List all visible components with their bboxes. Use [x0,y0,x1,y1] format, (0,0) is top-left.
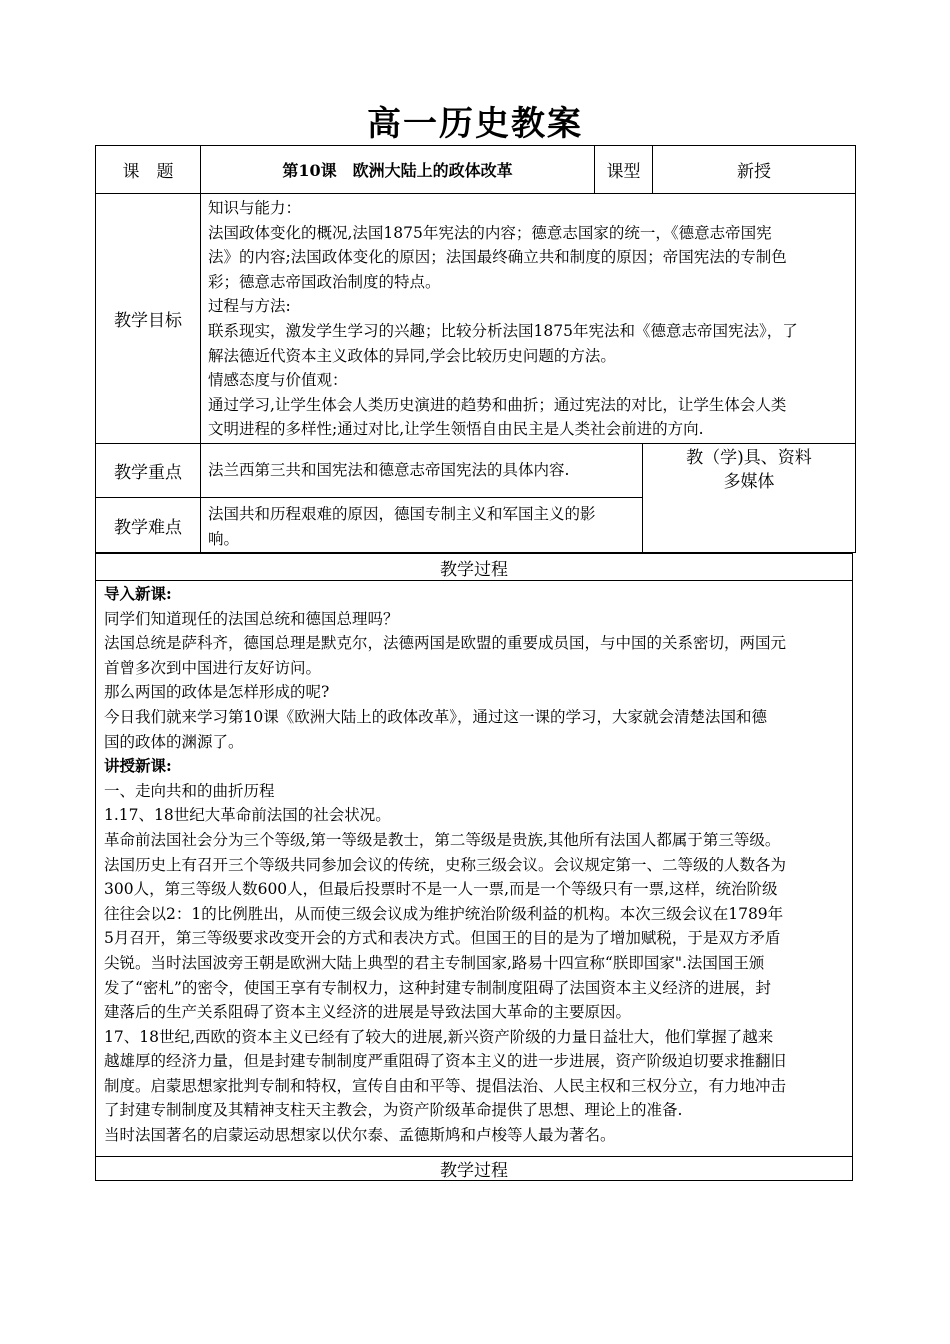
key-points-line: 法兰西第三共和国宪法和德意志帝国宪法的具体内容. [208,461,570,479]
process-line: 发了“密札”的密令，使国王享有专制权力，这种封建专制制度阻碍了法国资本主义经济的进展，封 [104,978,771,997]
process-line: 法国总统是萨科齐，德国总理是默克尔，法德两国是欧盟的重要成员国，与中国的关系密切，两国元 [104,634,787,653]
process-line: 同学们知道现任的法国总统和德国总理吗？ [104,609,399,628]
tools-content [643,446,855,494]
process-line: 国的政体的渊源了。 [104,732,244,751]
process-line: 那么两国的政体是怎样形成的呢? [104,683,330,702]
col-divider [200,145,201,553]
difficult-points-content [208,502,638,551]
process-line: 越雄厚的经济力量，但是封建专制制度严重阻碍了资本主义的进一步进展，资产阶级迫切要求推翻旧 [104,1052,787,1071]
process-line: 往往会以2：1的比例胜出，从而使三级会议成为维护统治阶级利益的机构。本次三级会议在1789年 [104,904,784,923]
process-line: 建落后的生产关系阻碍了资本主义经济的进展是导致法国大革命的主要原因。 [104,1003,632,1022]
process-line: 制度。启蒙思想家批判专制和特权，宣传自由和平等、提倡法治、人民主权和三权分立，有力地冲击 [104,1076,787,1095]
key-points-label: 教学重点 [114,463,182,483]
topic-label: 课 题 [122,162,174,182]
process-line: 今日我们就来学习第10课《欧洲大陆上的政体改革》，通过这一课的学习，大家就会清楚法国和德 [104,707,767,726]
process-header: 教学过程 [440,559,508,580]
type-label: 课型 [606,162,641,182]
objectives-line: 彩；德意志帝国政治制度的特点。 [208,272,441,291]
key-points-content [208,458,638,483]
process-line: 5月召开，第三等级要求改变开会的方式和表决方式。但国王的目的是为了增加赋税，于是双方矛盾 [104,929,781,948]
objectives-line: 情感态度与价值观： [208,371,348,390]
tools-line: 教（学)具、资料 [686,448,812,468]
process-line: 一、走向共和的曲折历程 [104,781,275,800]
objectives-line: 联系现实，激发学生学习的兴趣；比较分析法国1875年宪法和《德意志帝国宪法》，了 [208,321,798,340]
topic-value: 第10课 欧洲大陆上的政体改革 [282,161,513,180]
objectives-line: 过程与方法: [208,297,291,316]
row-divider [95,580,853,581]
process-line: 导入新课: [104,584,172,603]
process-line: 法国历史上有召开三个等级共同参加会议的传统，史称三级会议。会议规定第一、二等级的人数各为 [104,855,787,874]
process-content [104,582,849,1148]
page-title: 高一历史教案 [367,104,583,144]
objectives-line: 知识与能力： [208,199,302,217]
process-line: 尖锐。当时法国波旁王朝是欧洲大陆上典型的君主专制国家,路易十四宣称“朕即国家".法国国王颁 [104,953,765,972]
process-line: 革命前法国社会分为三个等级,第一等级是教士，第二等级是贵族,其他所有法国人都属于第三等级。 [104,830,781,849]
difficult-points-line: 响。 [208,529,240,548]
process-line: 讲授新课: [104,756,172,776]
objectives-content [208,196,853,442]
process-line: 300人，第三等级人数600人，但最后投票时不是一人一票,而是一个等级只有一票,这样，统治阶级 [104,880,778,899]
objectives-line: 文明进程的多样性;通过对比,让学生领悟自由民主是人类社会前进的方向. [208,420,704,439]
objectives-line: 通过学习,让学生体会人类历史演进的趋势和曲折；通过宪法的对比，让学生体会人类 [208,395,787,414]
objectives-line: 法国政体变化的概况,法国1875年宪法的内容；德意志国家的统一，《德意志帝国宪 [208,223,772,242]
objectives-line: 法》的内容;法国政体变化的原因；法国最终确立共和制度的原因；帝国宪法的专制色 [208,248,787,267]
process-line: 17、18世纪,西欧的资本主义已经有了较大的进展,新兴资产阶级的力量日益壮大，他们掌握了越来 [104,1027,774,1046]
type-value: 新授 [737,162,771,182]
process-line: 首曾多次到中国进行友好访问。 [104,658,322,677]
process-line: 当时法国著名的启蒙运动思想家以伏尔泰、孟德斯鸠和卢梭等人最为著名。 [104,1126,616,1145]
process-footer: 教学过程 [440,1161,508,1181]
objectives-label: 教学目标 [114,311,182,331]
row-divider [95,193,856,194]
process-line: 1.17、18世纪大革命前法国的社会状况。 [104,806,391,825]
difficult-points-line: 法国共和历程艰难的原因，德国专制主义和军国主义的影 [208,505,596,523]
row-divider [95,443,856,444]
objectives-line: 解法德近代资本主义政体的异同,学会比较历史问题的方法。 [208,346,616,365]
process-line: 了封建专制制度及其精神支柱天主教会，为资产阶级革命提供了思想、理论上的准备. [104,1101,683,1120]
tools-line: 多媒体 [723,472,775,492]
difficult-points-label: 教学难点 [114,518,182,538]
